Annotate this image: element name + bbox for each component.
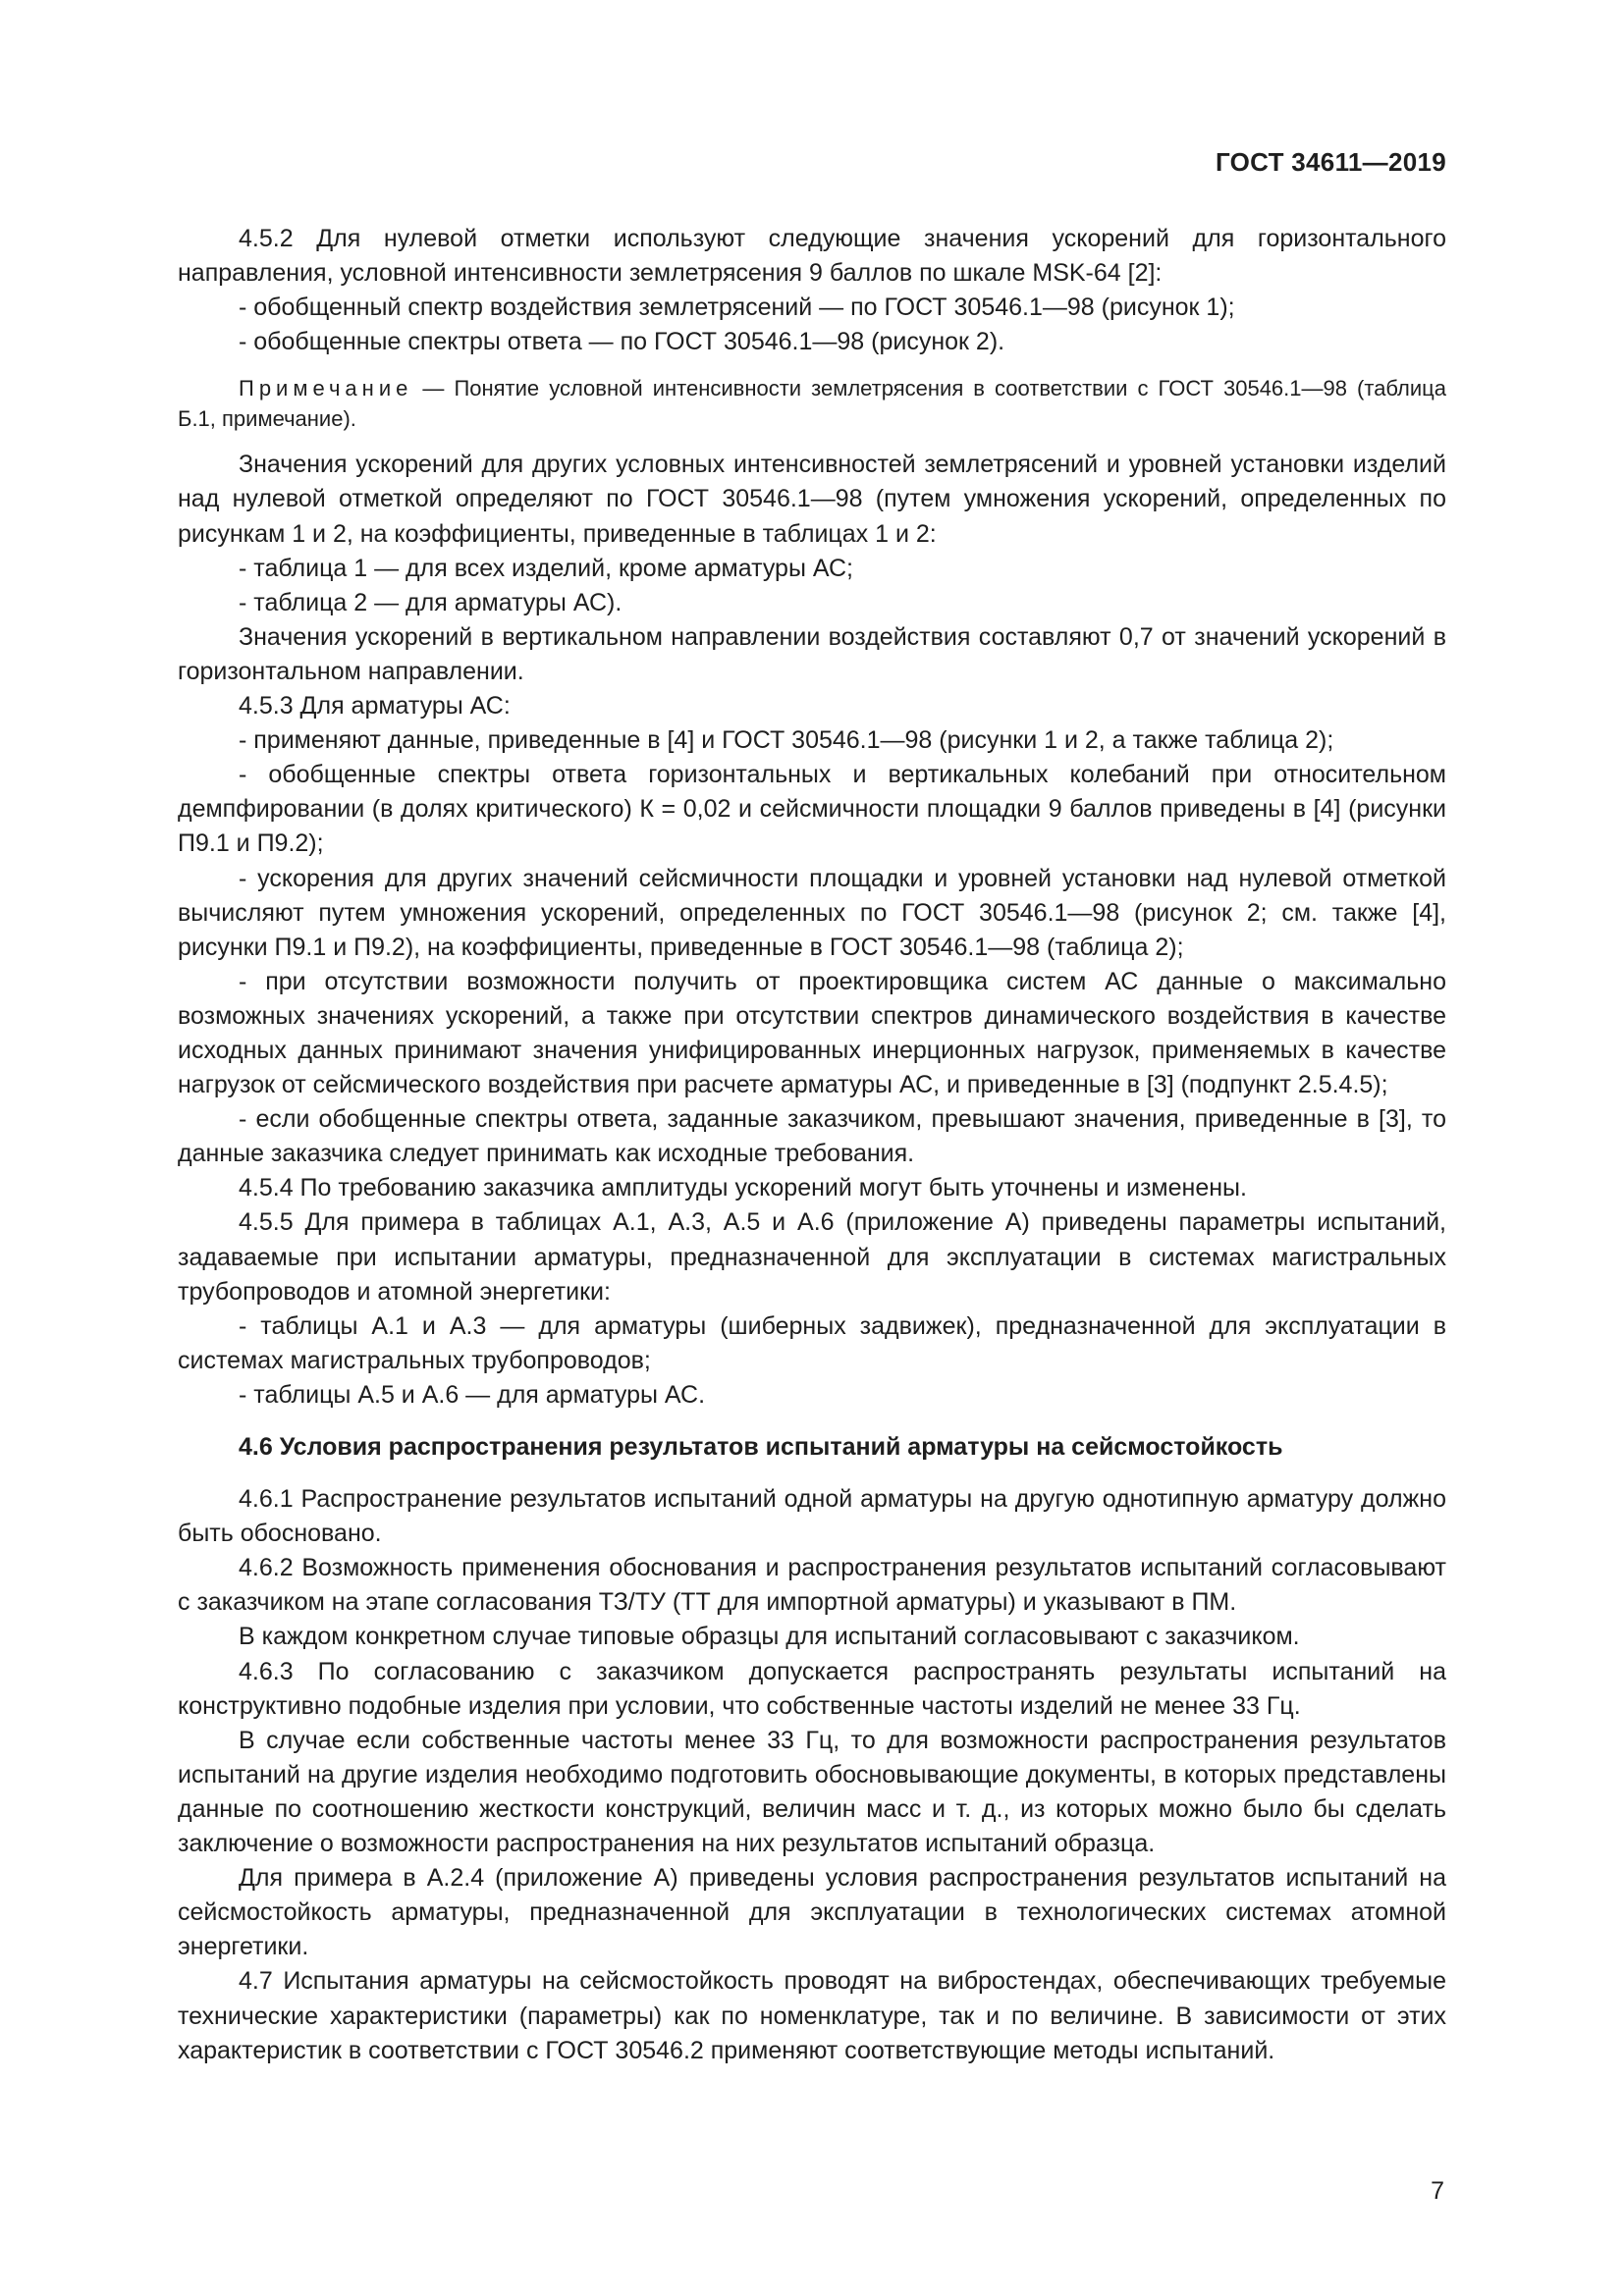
list-item: - таблицы А.5 и А.6 — для арматуры АС. — [239, 1380, 706, 1409]
list-item: - обобщенные спектры ответа горизонтальных и вертикальных колебаний при относительном демпфировании (в долях критического) К = 0,02 и сейсмичности площадки 9 баллов приведены в [4] (рисунки П9.1 и П9.2); — [178, 761, 1446, 858]
list-item: - таблица 1 — для всех изделий, кроме арматуры АС; — [239, 554, 853, 582]
note-label: Примечание — [239, 376, 413, 401]
list-item: - при отсутствии возможности получить от проектировщика систем АС данные о максимально возможных значениях ускорений, а также при отсутствии спектров динамического воздействия в качестве исходных данных принимают значения унифицированных инерционных нагрузок, применяемых в качестве нагрузок от сейсмического воздействия при расчете арматуры АС, и приведенные в [3] (подпункт 2.5.4.5); — [178, 967, 1446, 1099]
list-item: - таблица 2 — для арматуры АС). — [239, 588, 623, 616]
standard-header: ГОСТ 34611—2019 — [1215, 147, 1446, 177]
paragraph: Значения ускорений для других условных интенсивностей землетрясений и уровней установки изделий над нулевой отметкой определяют по ГОСТ 30546.1—98 (путем умножения ускорений, определенных по рисункам 1 и 2, на коэффициенты, приведенные в таблицах 1 и 2: — [178, 451, 1446, 548]
list-item: - ускорения для других значений сейсмичности площадки и уровней установки над нулевой отметкой вычисляют путем умножения ускорений, определенных по ГОСТ 30546.1—98 (рисунок 2; см. также [4], рисунки П9.1 и П9.2), на коэффициенты, приведенные в ГОСТ 30546.1—98 (таблица 2); — [178, 864, 1446, 961]
paragraph: В каждом конкретном случае типовые образцы для испытаний согласовывают с заказчиком. — [239, 1623, 1300, 1651]
list-item: - обобщенные спектры ответа — по ГОСТ 30546.1—98 (рисунок 2). — [239, 328, 1005, 356]
paragraph-4-6-3: 4.6.3 По согласованию с заказчиком допускается распространять результаты испытаний на конструктивно подобные изделия при условии, что собственные частоты изделий не менее 33 Гц. — [178, 1657, 1446, 1720]
section-title: 4.6 Условия распространения результатов испытаний арматуры на сейсмостойкость — [239, 1433, 1283, 1461]
paragraph-4-6-1: 4.6.1 Распространение результатов испытаний одной арматуры на другую однотипную арматуру должно быть обосновано. — [178, 1485, 1446, 1548]
note — [178, 373, 1446, 434]
paragraph-4-7: 4.7 Испытания арматуры на сейсмостойкость проводят на вибростендах, обеспечивающих требуемые технические характеристики (параметры) как по номенклатуре, так и по величине. В зависимости от этих характеристик в соответствии с ГОСТ 30546.2 применяют соответствующие методы испытаний. — [178, 1967, 1446, 2064]
paragraph: Значения ускорений в вертикальном направлении воздействия составляют 0,7 от значений ускорений в горизонтальном направлении. — [178, 622, 1446, 685]
paragraph: Для примера в А.2.4 (приложение А) приведены условия распространения результатов испытаний на сейсмостойкость арматуры, предназначенной для эксплуатации в технологических системах атомной энергетики. — [178, 1864, 1446, 1961]
paragraph-4-5-2: 4.5.2 Для нулевой отметки используют следующие значения ускорений для горизонтального направления, условной интенсивности землетрясения 9 баллов по шкале MSK-64 [2]: — [178, 225, 1446, 288]
page-number: 7 — [1431, 2177, 1444, 2205]
list-item: - таблицы А.1 и А.3 — для арматуры (шиберных задвижек), предназначенной для эксплуатации в системах магистральных трубопроводов; — [178, 1311, 1446, 1374]
paragraph-4-5-5: 4.5.5 Для примера в таблицах А.1, А.3, А.5 и А.6 (приложение А) приведены параметры испытаний, задаваемые при испытании арматуры, предназначенной для эксплуатации в системах магистральных трубопроводов и атомной энергетики: — [178, 1208, 1446, 1306]
list-item: - обобщенный спектр воздействия землетрясений — по ГОСТ 30546.1—98 (рисунок 1); — [239, 294, 1235, 322]
paragraph-4-5-4: 4.5.4 По требованию заказчика амплитуды ускорений могут быть уточнены и изменены. — [239, 1174, 1247, 1202]
paragraph-4-5-3: 4.5.3 Для арматуры АС: — [239, 692, 511, 721]
note-text: — Понятие условной интенсивности землетрясения в соответствии с ГОСТ 30546.1—98 (таблица Б.1, примечание). — [178, 376, 1446, 432]
list-item: - применяют данные, приведенные в [4] и ГОСТ 30546.1—98 (рисунки 1 и 2, а также таблица 2); — [239, 726, 1334, 755]
paragraph: В случае если собственные частоты менее 33 Гц, то для возможности распространения результатов испытаний на другие изделия необходимо подготовить обосновывающие документы, в которых представлены данные по соотношению жесткости конструкций, величин масс и т. д., из которых можно было бы сделать заключение о возможности распространения на них результатов испытаний образца. — [178, 1726, 1446, 1858]
document-body — [178, 222, 1446, 2068]
paragraph-4-6-2: 4.6.2 Возможность применения обоснования и распространения результатов испытаний согласовывают с заказчиком на этапе согласования ТЗ/ТУ (ТТ для импортной арматуры) и указывают в ПМ. — [178, 1554, 1446, 1617]
list-item: - если обобщенные спектры ответа, заданные заказчиком, превышают значения, приведенные в [3], то данные заказчика следует принимать как исходные требования. — [178, 1105, 1446, 1168]
